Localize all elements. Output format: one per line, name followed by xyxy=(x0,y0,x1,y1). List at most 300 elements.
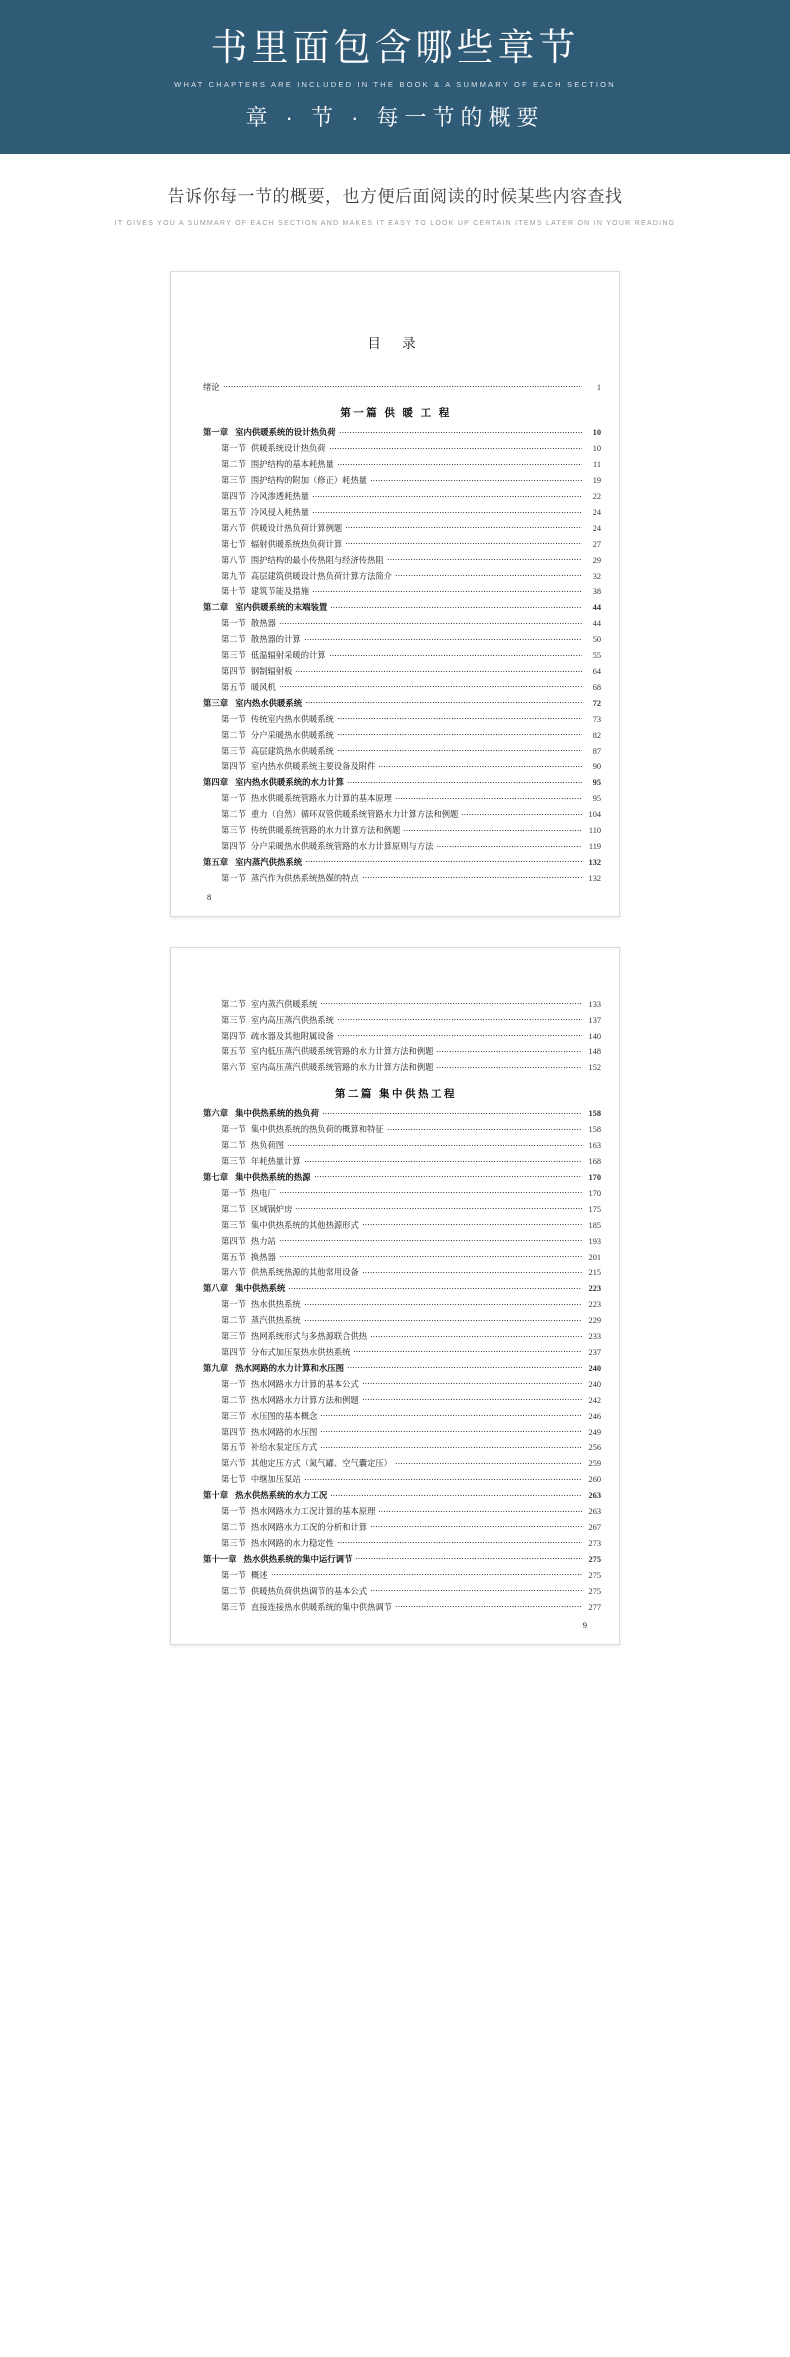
toc-page-number: 240 xyxy=(588,1363,601,1373)
toc-label xyxy=(221,573,392,581)
toc-page-number: 240 xyxy=(588,1379,601,1389)
toc-label xyxy=(221,541,342,549)
toc-page-number: 104 xyxy=(588,810,601,820)
toc-entry-number: 第三节 xyxy=(221,826,246,836)
toc-row xyxy=(191,1153,601,1169)
leader-dots xyxy=(287,1139,582,1148)
toc-page-number: 110 xyxy=(588,826,601,836)
toc-page-number: 263 xyxy=(588,1491,601,1501)
toc-entry-number: 第一节 xyxy=(221,1125,246,1135)
intro-chinese-text: 告诉你每一节的概要，也方便后面阅读的时候某些内容查找 xyxy=(167,187,623,207)
toc-entry-number: 第一节 xyxy=(221,619,246,629)
toc-entry-title: 区域锅炉房 xyxy=(250,1204,293,1214)
toc-row xyxy=(191,1201,601,1217)
toc-row xyxy=(191,1011,601,1027)
intro-block xyxy=(0,154,790,253)
leader-dots xyxy=(337,745,582,754)
toc-entry-title: 分户采暖热水供暖系统 xyxy=(250,730,334,740)
leader-dots xyxy=(337,1030,582,1039)
toc-entry-title: 集中供热系统的热负荷 xyxy=(235,1109,319,1119)
toc-entry-title: 重力（自然）循环双管供暖系统管路水力计算方法和例题 xyxy=(250,810,459,820)
toc-page-number: 24 xyxy=(592,508,601,517)
leader-dots xyxy=(279,1187,582,1196)
toc-page-number: 175 xyxy=(588,1204,601,1214)
toc-entry-title: 围护结构的最小传热阻与经济传热阻 xyxy=(250,555,384,565)
toc-entry-number: 第十节 xyxy=(221,587,246,597)
toc-page-number: 22 xyxy=(592,492,601,502)
toc-entry-number: 第二节 xyxy=(221,1522,246,1532)
toc-entry-number: 第六节 xyxy=(221,523,246,533)
header-banner xyxy=(0,0,790,154)
toc-entry-number: 第三节 xyxy=(221,1157,246,1167)
toc-entry-title: 热水网路水力计算方法和例题 xyxy=(250,1395,359,1405)
toc-entry-title: 水压图的基本概念 xyxy=(250,1411,318,1421)
toc-row xyxy=(191,1376,601,1392)
toc-entry-number: 第一节 xyxy=(221,1507,246,1517)
leader-dots xyxy=(304,1155,582,1164)
part-heading-2: 第二篇 集中供热工程 xyxy=(334,1088,458,1100)
toc-entry-title: 室内供暖系统的末端装置 xyxy=(235,603,328,613)
toc-row xyxy=(191,1248,601,1264)
toc-label xyxy=(203,429,336,437)
toc-entry-number: 第五节 xyxy=(221,1047,246,1057)
toc-page-number: 170 xyxy=(588,1188,601,1198)
toc-entry-number: 第二节 xyxy=(221,1395,246,1405)
toc-page-number: 68 xyxy=(592,682,601,692)
toc-row xyxy=(191,1503,601,1519)
toc-row xyxy=(191,1185,601,1201)
toc-page-number: 87 xyxy=(592,746,601,756)
toc-entry-title: 建筑节能及措施 xyxy=(250,587,309,597)
leader-dots xyxy=(320,1410,582,1419)
toc-label xyxy=(221,525,342,533)
toc-page-number: 237 xyxy=(588,1347,601,1357)
toc-page-number: 24 xyxy=(592,523,601,533)
toc-entry-number: 第一节 xyxy=(221,444,246,454)
leader-dots xyxy=(378,1505,582,1514)
toc-entry-title: 热水供热系统的水力工况 xyxy=(235,1491,328,1501)
toc-page-number: 256 xyxy=(588,1443,601,1453)
toc-entry-number: 第七节 xyxy=(221,539,246,549)
toc-page-number: 223 xyxy=(588,1300,601,1310)
toc-entry-number: 第六节 xyxy=(221,1268,246,1278)
toc-entry-title: 室内蒸汽供暖系统 xyxy=(250,999,318,1009)
leader-dots xyxy=(362,1266,582,1275)
toc-label xyxy=(221,1142,284,1150)
toc-label xyxy=(221,1206,292,1214)
toc-page-number: 152 xyxy=(588,1063,601,1073)
toc-row xyxy=(191,1264,601,1280)
leader-dots xyxy=(271,1569,582,1578)
toc-entry-number: 第二章 xyxy=(203,603,229,613)
toc-row xyxy=(191,472,601,488)
toc-page-number: 215 xyxy=(588,1268,601,1278)
toc-row xyxy=(191,1391,601,1407)
toc-label xyxy=(221,843,433,851)
toc-entry-title: 分布式加压泵热水供热系统 xyxy=(250,1347,351,1357)
leader-dots xyxy=(329,649,582,658)
toc-page-number: 55 xyxy=(592,651,601,661)
toc-page-number: 148 xyxy=(588,1047,601,1057)
toc-entry-title: 热水网路水力工况计算的基本原理 xyxy=(250,1507,376,1517)
leader-dots xyxy=(304,1473,582,1482)
toc-row xyxy=(191,1043,601,1059)
toc-row xyxy=(191,1550,601,1566)
toc-entry-number: 第二节 xyxy=(221,730,246,740)
toc-entry-number: 第三节 xyxy=(221,1332,246,1342)
toc-entry-number: 第四节 xyxy=(221,1347,246,1357)
toc-row xyxy=(191,440,601,456)
leader-dots xyxy=(295,665,582,674)
page-folio-9: 9 xyxy=(582,1620,587,1631)
toc-entry-title: 直接连接热水供暖系统的集中供热调节 xyxy=(250,1602,392,1612)
toc-page-number: 44 xyxy=(592,603,601,613)
leader-dots xyxy=(337,729,582,738)
toc-entry-number: 第二节 xyxy=(221,1586,246,1596)
leader-dots xyxy=(403,824,582,833)
toc-entry-title: 围护结构的基本耗热量 xyxy=(250,460,334,470)
toc-page-number: 73 xyxy=(592,714,601,724)
toc-entry-number: 第四节 xyxy=(221,492,246,502)
book-page-scan-2 xyxy=(170,947,620,1646)
toc-entry-title: 热水供暖系统管路水力计算的基本原理 xyxy=(250,794,392,804)
toc-entry-number: 第六节 xyxy=(221,1063,246,1073)
toc-entry-number: 第二节 xyxy=(221,1204,246,1214)
toc-entry-number: 第八节 xyxy=(221,555,246,565)
toc-page-number: 201 xyxy=(588,1252,601,1262)
toc-entry-number: 第七章 xyxy=(203,1172,229,1182)
toc-row xyxy=(191,1105,601,1121)
toc-page-number: 275 xyxy=(588,1570,601,1580)
toc-entry-number: 第一节 xyxy=(221,794,246,804)
toc-entry-number: 第四节 xyxy=(221,1236,246,1246)
toc-row xyxy=(191,742,601,758)
toc-entry-title: 集中供热系统的其他热源形式 xyxy=(250,1220,359,1230)
leader-dots xyxy=(330,601,582,610)
toc-label xyxy=(203,1556,352,1564)
toc-label xyxy=(221,1033,334,1041)
toc-entry-title: 辐射供暖系统热负荷计算 xyxy=(250,539,343,549)
toc-entry-number: 第四章 xyxy=(203,778,229,788)
toc-entry-title: 概述 xyxy=(250,1570,268,1580)
leader-dots xyxy=(370,1330,582,1339)
toc-page-number: 72 xyxy=(592,698,601,708)
toc-entry-number: 第三节 xyxy=(221,476,246,486)
leader-dots xyxy=(279,1251,582,1260)
toc-row xyxy=(191,647,601,663)
toc-page-number: 277 xyxy=(588,1602,601,1612)
toc-page-number: 10 xyxy=(592,444,601,454)
toc-page-number: 185 xyxy=(588,1220,601,1230)
intro-english-text: IT GIVES YOU A SUMMARY OF EACH SECTION AND MAKES IT EASY TO LOOK UP CERTAIN ITEMS LATER ON IN YOUR READING xyxy=(114,220,676,228)
leader-dots xyxy=(305,697,582,706)
toc-entry-title: 集中供热系统的热负荷的概算和特征 xyxy=(250,1125,384,1135)
toc-page-number: 249 xyxy=(588,1427,601,1437)
toc-row xyxy=(191,1566,601,1582)
toc-entry-number: 第二节 xyxy=(221,460,246,470)
toc-label xyxy=(221,1222,359,1230)
toc-label xyxy=(221,1381,359,1389)
toc-row xyxy=(191,1216,601,1232)
toc-row xyxy=(191,806,601,822)
toc-page-number: 64 xyxy=(592,667,601,677)
leader-dots xyxy=(362,872,582,881)
toc-entry-title: 冷风侵入耗热量 xyxy=(250,508,309,517)
leader-dots xyxy=(320,1426,582,1435)
toc-entry-number: 第八章 xyxy=(203,1284,229,1294)
toc-label xyxy=(221,1190,276,1198)
toc-entry-number: 第四节 xyxy=(221,667,246,677)
toc-entry-number: 第三节 xyxy=(221,1538,246,1548)
toc-row xyxy=(191,1344,601,1360)
toc-row xyxy=(191,488,601,504)
toc-entry-title: 年耗热量计算 xyxy=(250,1157,301,1167)
toc-entry-number: 第二节 xyxy=(221,810,246,820)
toc-label xyxy=(221,1254,276,1262)
leader-dots xyxy=(395,1601,582,1610)
leader-dots xyxy=(362,1394,582,1403)
toc-page-number: 90 xyxy=(592,762,601,772)
toc-row xyxy=(191,1471,601,1487)
toc-label xyxy=(221,1540,334,1548)
toc-entry-number: 第三节 xyxy=(221,1220,246,1230)
toc-row xyxy=(191,1582,601,1598)
toc-entry-number: 第三节 xyxy=(221,746,246,756)
toc-heading: 目 录 xyxy=(367,336,425,352)
book-page-scan-1 xyxy=(170,271,620,916)
toc-row xyxy=(191,726,601,742)
toc-label xyxy=(221,1604,392,1612)
toc-entry-title: 热负荷图 xyxy=(250,1141,285,1151)
toc-label xyxy=(221,875,359,883)
toc-label xyxy=(203,1285,285,1293)
toc-page-number: 273 xyxy=(588,1538,601,1548)
toc-row xyxy=(191,679,601,695)
toc-row xyxy=(191,424,601,440)
toc-entry-title: 室内高压蒸汽供暖系统管路的水力计算方法和例题 xyxy=(250,1063,434,1073)
toc-entry-title: 低温辐射采暖的计算 xyxy=(250,651,326,661)
toc-entry-title: 散热器的计算 xyxy=(250,635,301,645)
leader-dots xyxy=(305,856,582,865)
toc-row xyxy=(191,1407,601,1423)
toc-page-number: 82 xyxy=(592,730,601,740)
toc-label xyxy=(221,1064,433,1072)
toc-label xyxy=(221,1524,367,1532)
toc-page-number: 275 xyxy=(588,1554,601,1564)
toc-row xyxy=(191,615,601,631)
toc-row-preface xyxy=(191,378,601,394)
toc-entry-title: 传统室内热水供暖系统 xyxy=(250,714,334,724)
leader-dots xyxy=(288,1282,582,1291)
toc-entry-title: 室内热水供暖系统的水力计算 xyxy=(235,778,344,788)
toc-label xyxy=(221,1333,367,1341)
toc-page-number: 132 xyxy=(588,873,601,883)
toc-page-number: 38 xyxy=(592,587,601,597)
toc-label xyxy=(221,509,309,517)
toc-entry-number: 第一节 xyxy=(221,1570,246,1580)
toc-entry-number: 第一章 xyxy=(203,428,229,438)
toc-label xyxy=(203,1174,311,1182)
toc-entry-number: 第一节 xyxy=(221,714,246,724)
toc-entry-title: 高层建筑供暖设计热负荷计算方法简介 xyxy=(250,571,392,581)
leader-dots xyxy=(279,1235,582,1244)
leader-dots xyxy=(387,554,582,563)
book-page-scans xyxy=(0,253,790,1679)
toc-label xyxy=(221,1269,359,1277)
toc-entry-title: 换热器 xyxy=(250,1252,276,1262)
leader-dots xyxy=(337,1537,582,1546)
banner-english-subtitle: WHAT CHAPTERS ARE INCLUDED IN THE BOOK & A SUMMARY OF EACH SECTION xyxy=(174,80,616,90)
toc-label xyxy=(203,700,302,708)
toc-label xyxy=(221,1301,301,1309)
leader-dots xyxy=(395,570,582,579)
leader-dots xyxy=(329,442,582,451)
toc-label xyxy=(203,1110,319,1118)
toc-page-number: 1 xyxy=(596,382,601,392)
toc-label xyxy=(221,461,334,469)
leader-dots xyxy=(436,840,582,849)
toc-entry-title: 其他定压方式（氮气罐、空气囊定压） xyxy=(250,1459,392,1469)
toc-entry-number: 第二节 xyxy=(221,1316,246,1326)
toc-list-1 xyxy=(191,424,601,885)
toc-entry-number: 第五节 xyxy=(221,1443,246,1453)
toc-entry-title: 热水网路的水力计算和水压图 xyxy=(235,1363,344,1373)
toc-entry-number: 第五节 xyxy=(221,508,246,517)
toc-label xyxy=(221,684,276,692)
toc-entry-number: 第二节 xyxy=(221,1141,246,1151)
toc-entry-number: 第一节 xyxy=(221,1379,246,1389)
toc-row xyxy=(191,1312,601,1328)
toc-entry-number: 第十章 xyxy=(203,1491,229,1501)
toc-label xyxy=(221,588,309,596)
leader-dots xyxy=(320,998,582,1007)
toc-entry-title: 室内高压蒸汽供热系统 xyxy=(250,1015,334,1025)
toc-page-number: 10 xyxy=(592,428,601,438)
leader-dots xyxy=(322,1107,582,1116)
toc-row xyxy=(191,1455,601,1471)
toc-label xyxy=(221,1017,334,1025)
toc-row xyxy=(191,1027,601,1043)
leader-dots xyxy=(314,1171,583,1180)
toc-row xyxy=(191,1519,601,1535)
toc-page-number: 163 xyxy=(588,1141,601,1151)
toc-row xyxy=(191,1439,601,1455)
toc-entry-number: 第七节 xyxy=(221,1475,246,1485)
leader-dots xyxy=(330,1489,582,1498)
toc-entry-title: 钢制辐射板 xyxy=(250,667,293,677)
toc-entry-title: 中继加压泵站 xyxy=(250,1475,301,1485)
toc-entry-title: 室内蒸汽供热系统 xyxy=(235,857,303,867)
toc-entry-title: 补给水泵定压方式 xyxy=(250,1443,318,1453)
toc-label xyxy=(221,1476,301,1484)
page-folio-8: 8 xyxy=(207,891,212,902)
toc-page-number: 133 xyxy=(588,999,601,1009)
toc-page-number: 95 xyxy=(592,778,601,788)
toc-row xyxy=(191,838,601,854)
toc-label xyxy=(221,716,334,724)
toc-row xyxy=(191,870,601,886)
toc-entry-title: 传统供暖系统管路的水力计算方法和例题 xyxy=(250,826,401,836)
leader-dots xyxy=(436,1061,582,1070)
banner-chinese-subtitle: 章 · 节 · 每一节的概要 xyxy=(245,105,545,131)
toc-row xyxy=(191,1137,601,1153)
toc-page-number: 260 xyxy=(588,1475,601,1485)
toc-page-number: 95 xyxy=(592,794,601,804)
leader-dots xyxy=(223,381,582,390)
leader-dots xyxy=(345,522,582,531)
toc-page-number: 267 xyxy=(588,1522,601,1532)
toc-entry-title: 蒸汽供热系统 xyxy=(250,1316,301,1326)
toc-entry-title: 供暖热负荷供热调节的基本公式 xyxy=(250,1586,368,1596)
toc-entry-number: 第六节 xyxy=(221,1459,246,1469)
toc-page-number: 246 xyxy=(588,1411,601,1421)
toc-row xyxy=(191,599,601,615)
leader-dots xyxy=(362,1378,582,1387)
toc-label xyxy=(221,1397,359,1405)
toc-row xyxy=(191,758,601,774)
leader-dots xyxy=(461,808,582,817)
toc-row xyxy=(191,535,601,551)
toc-label xyxy=(221,1238,276,1246)
toc-page-number: 242 xyxy=(588,1395,601,1405)
toc-label xyxy=(221,1588,367,1596)
toc-entry-title: 热水网路的水力稳定性 xyxy=(250,1538,334,1548)
toc-row xyxy=(191,1598,601,1614)
toc-label xyxy=(221,763,375,771)
leader-dots xyxy=(304,1298,582,1307)
toc-label xyxy=(221,732,334,740)
toc-label xyxy=(221,1349,350,1357)
toc-row xyxy=(191,1169,601,1185)
toc-entry-number: 第四节 xyxy=(221,1427,246,1437)
toc-label xyxy=(221,620,276,628)
toc-page-number: 32 xyxy=(592,571,601,581)
toc-entry-number: 第三节 xyxy=(221,1411,246,1421)
toc-entry-title: 集中供热系统 xyxy=(235,1284,286,1294)
toc-row xyxy=(191,456,601,472)
toc-entry-number: 第三节 xyxy=(221,651,246,661)
toc-entry-number: 第五章 xyxy=(203,857,229,867)
leader-dots xyxy=(337,713,582,722)
toc-row xyxy=(191,996,601,1012)
toc-page-number: 229 xyxy=(588,1316,601,1326)
toc-label xyxy=(221,493,309,501)
leader-dots xyxy=(370,1585,582,1594)
toc-list-2-bottom xyxy=(191,1105,601,1614)
toc-entry-title: 室内热水供暖系统主要设备及附件 xyxy=(250,762,376,772)
toc-label xyxy=(221,1429,317,1437)
toc-label xyxy=(203,779,344,787)
leader-dots xyxy=(304,633,582,642)
toc-label xyxy=(221,1572,268,1580)
toc-page-number: 137 xyxy=(588,1015,601,1025)
toc-entry-number: 第二节 xyxy=(221,999,246,1009)
toc-entry-title: 供暖系统设计热负荷 xyxy=(250,444,326,454)
toc-label xyxy=(221,1158,301,1166)
toc-row xyxy=(191,1121,601,1137)
toc-row xyxy=(191,695,601,711)
toc-label xyxy=(221,477,367,485)
toc-row xyxy=(191,790,601,806)
toc-label xyxy=(221,652,326,660)
toc-entry-number: 第四节 xyxy=(221,762,246,772)
toc-label xyxy=(221,748,334,756)
toc-row xyxy=(191,567,601,583)
toc-entry-title: 围护结构的附加（修正）耗热量 xyxy=(250,476,368,486)
toc-page-number: 140 xyxy=(588,1031,601,1041)
toc-label xyxy=(221,811,458,819)
toc-page-number: 44 xyxy=(592,619,601,629)
